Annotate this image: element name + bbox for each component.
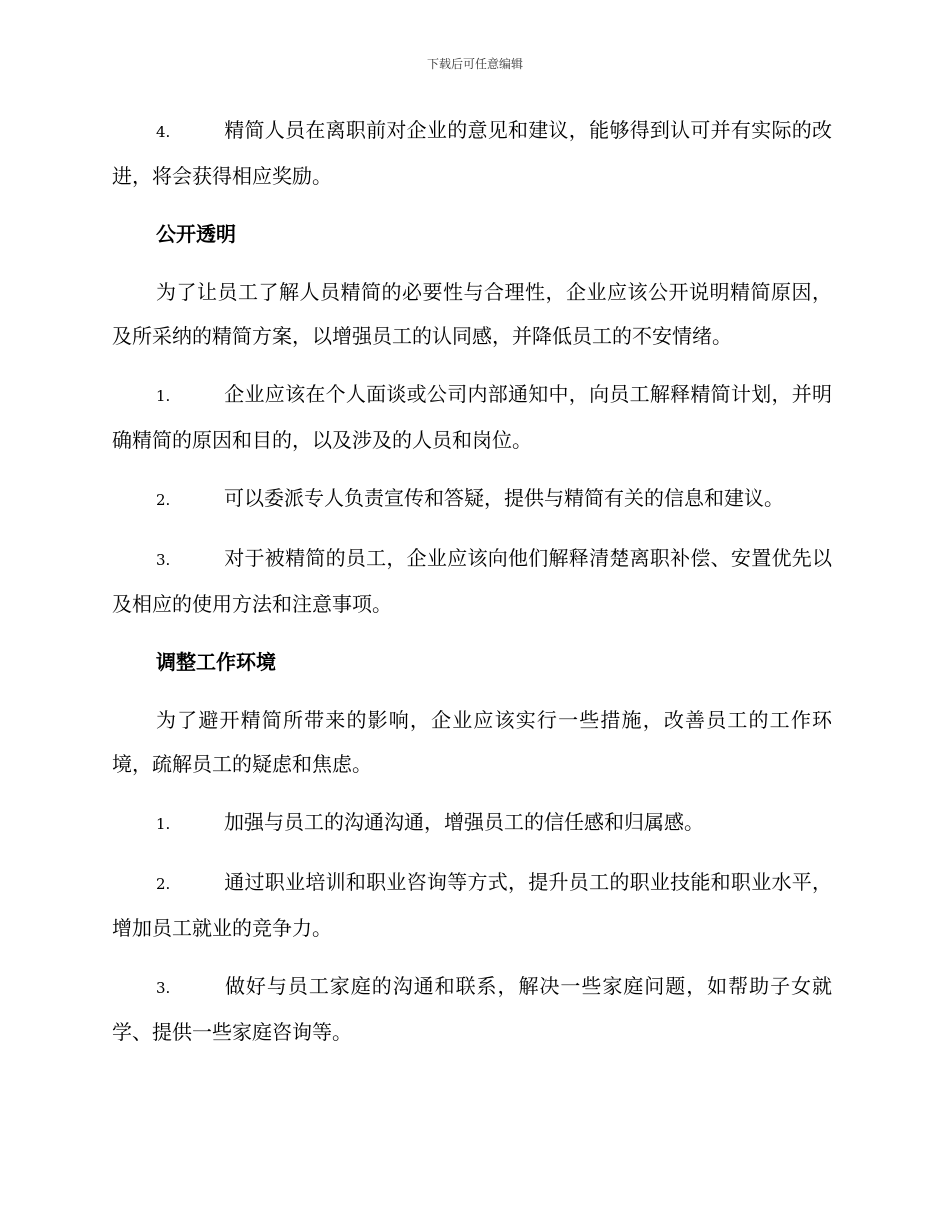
paragraph-transparency: 为了让员工了解人员精简的必要性与合理性，企业应该公开说明精简原因，及所采纳的精简方案，以增强员工的认同感，并降低员工的不安情绪。 [112, 280, 832, 348]
section-heading-environment: 调整工作环境 [156, 650, 276, 674]
list-item [112, 372, 832, 462]
list-item [112, 536, 832, 626]
list-number: 2. [156, 491, 171, 509]
list-text: 通过职业培训和职业咨询等方式，提升员工的职业技能和职业水平，增加员工就业的竞争力。 [112, 870, 832, 940]
list-item [112, 860, 832, 950]
list-number: 1. [156, 815, 171, 833]
list-text: 可以委派专人负责宣传和答疑，提供与精简有关的信息和建议。 [224, 486, 784, 510]
list-text: 企业应该在个人面谈或公司内部通知中，向员工解释精简计划，并明确精简的原因和目的，以及涉及的人员和岗位。 [112, 382, 832, 452]
paragraph-environment: 为了避开精简所带来的影响，企业应该实行一些措施，改善员工的工作环境，疏解员工的疑虑和焦虑。 [112, 708, 832, 776]
section-heading-transparency: 公开透明 [156, 222, 236, 246]
header-note: 下载后可任意编辑 [426, 57, 523, 71]
list-item [112, 964, 832, 1054]
list-text: 精简人员在离职前对企业的意见和建议，能够得到认可并有实际的改进，将会获得相应奖励。 [112, 118, 832, 188]
list-number: 2. [156, 875, 171, 893]
list-text: 加强与员工的沟通沟通，增强员工的信任感和归属感。 [224, 810, 704, 834]
list-number: 3. [156, 979, 171, 997]
list-text: 做好与员工家庭的沟通和联系，解决一些家庭问题，如帮助子女就学、提供一些家庭咨询等。 [112, 974, 832, 1044]
list-number: 4. [156, 123, 171, 141]
list-number: 1. [156, 387, 171, 405]
list-number: 3. [156, 551, 171, 569]
list-text: 对于被精简的员工，企业应该向他们解释清楚离职补偿、安置优先以及相应的使用方法和注意事项。 [112, 546, 832, 616]
document-body [112, 108, 832, 1068]
list-item [112, 476, 832, 522]
list-item [112, 108, 832, 198]
list-item [112, 800, 832, 846]
